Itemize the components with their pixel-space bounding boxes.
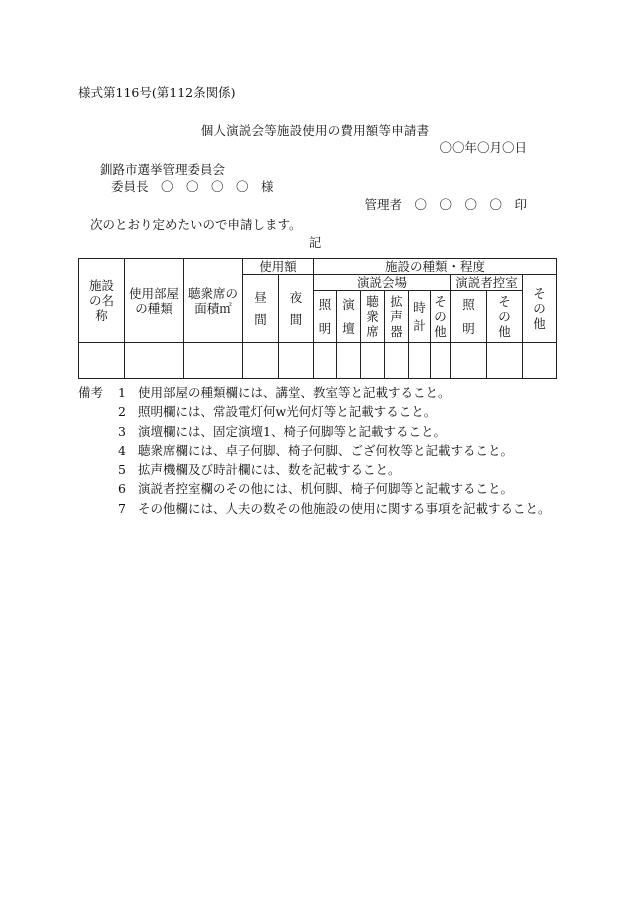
header-audience-seats: 聴衆席 [361, 291, 385, 343]
header-speaker-other: その他 [487, 291, 523, 343]
cell-facility-name[interactable] [79, 343, 125, 379]
header-speaker-room: 演説者控室 [451, 275, 523, 291]
header-usage-fee: 使用額 [243, 259, 314, 275]
header-room-type: 使用部屋の種類 [125, 259, 184, 343]
list-item: 6 演説者控室欄のその他には、机何脚、椅子何脚等と記載すること。 [118, 481, 514, 497]
cell-podium[interactable] [337, 343, 361, 379]
ki-heading: 記 [308, 235, 322, 250]
manager-signature: 管理者 〇 〇 〇 〇 印 [364, 197, 527, 212]
header-venue: 演説会場 [314, 275, 451, 291]
header-other: その他 [431, 291, 451, 343]
header-speaker-lighting: 照明 [451, 291, 487, 343]
form-number: 様式第116号(第112条関係) [78, 85, 236, 100]
table-row [79, 343, 557, 379]
list-item: 4 聴衆席欄には、卓子何脚、椅子何脚、ござ何枚等と記載すること。 [118, 442, 514, 458]
cell-speaker-lighting[interactable] [451, 343, 487, 379]
header-loudspeaker: 拡声器 [385, 291, 409, 343]
cell-loudspeaker[interactable] [385, 343, 409, 379]
header-misc-other: その他 [523, 275, 557, 343]
addressee: 釧路市選挙管理委員会 [100, 162, 226, 177]
list-item: 7 その他欄には、人夫の数その他施設の使用に関する事項を記載すること。 [118, 500, 551, 516]
cell-day[interactable] [243, 343, 279, 379]
header-clock: 時計 [409, 291, 431, 343]
list-item: 5 拡声機欄及び時計欄には、数を記載すること。 [118, 462, 401, 478]
cell-clock[interactable] [409, 343, 431, 379]
chairperson: 委員長 〇 〇 〇 〇 様 [111, 179, 274, 194]
cell-night[interactable] [279, 343, 314, 379]
document-title: 個人演説会等施設使用の費用額等申請書 [200, 123, 430, 138]
header-facility-name: 施設の名 称 [79, 259, 125, 343]
header-lighting: 照明 [314, 291, 337, 343]
header-facility-kind: 施設の種類・程度 [314, 259, 557, 275]
header-audience-area: 聴衆席の面積㎡ [184, 259, 243, 343]
header-podium: 演壇 [337, 291, 361, 343]
cell-speaker-other[interactable] [487, 343, 523, 379]
date-field: 〇〇年〇月〇日 [439, 140, 527, 155]
remarks-label: 備考 [78, 385, 104, 400]
application-table [78, 258, 557, 379]
list-item: 2 照明欄には、常設電灯何w光何灯等と記載すること。 [118, 404, 437, 420]
list-item: 備考 1 使用部屋の種類欄には、講堂、教室等と記載すること。 [78, 386, 551, 405]
cell-audience-seats[interactable] [361, 343, 385, 379]
cell-audience-area[interactable] [184, 343, 243, 379]
list-item: 3 演壇欄には、固定演壇1、椅子何脚等と記載すること。 [118, 423, 446, 439]
cell-lighting[interactable] [314, 343, 337, 379]
cell-misc-other[interactable] [523, 343, 557, 379]
header-night: 夜間 [279, 275, 314, 343]
cell-room-type[interactable] [125, 343, 184, 379]
header-day: 昼間 [243, 275, 279, 343]
intro-text: 次のとおり定めたいので申請します。 [90, 217, 302, 232]
cell-other[interactable] [431, 343, 451, 379]
remarks-section [78, 386, 551, 521]
